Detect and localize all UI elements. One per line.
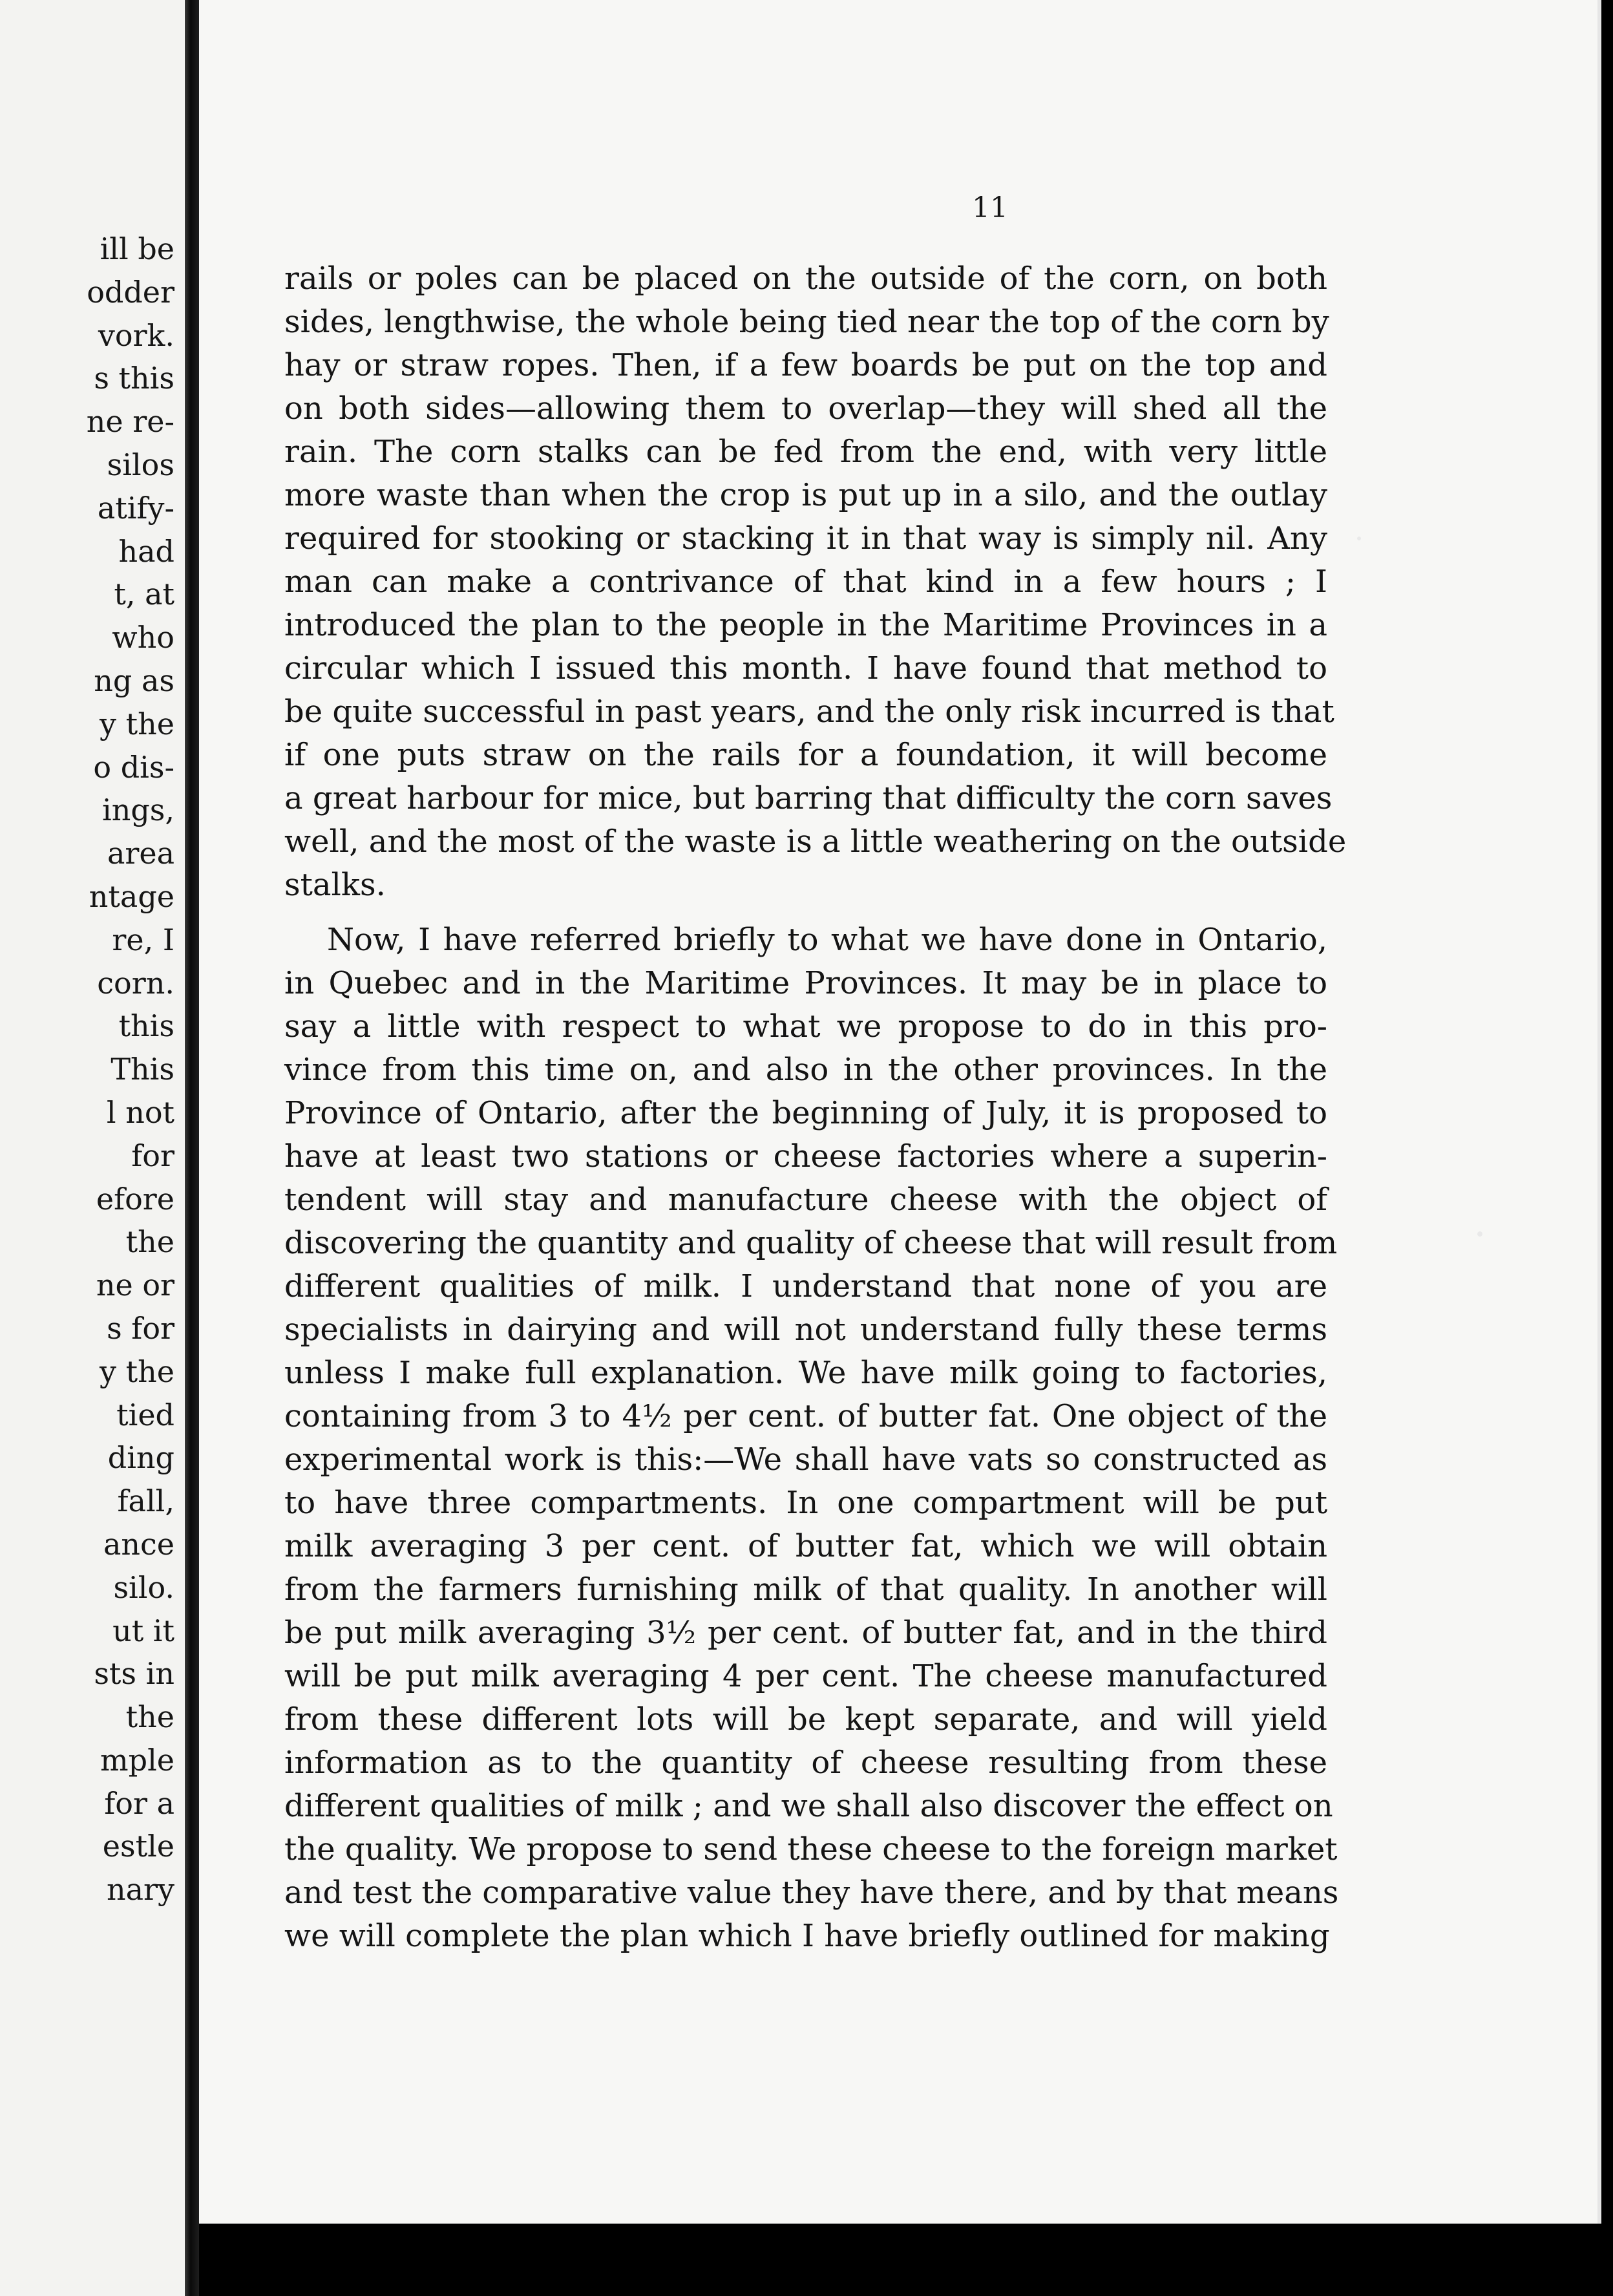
left-page-fragment: t, at [114, 577, 174, 612]
text-line: from these different lots will be kept separate, and will yield [284, 1701, 1327, 1738]
left-page-fragment: ntage [89, 878, 174, 914]
text-line: specialists in dairying and will not understand fully these terms [284, 1312, 1327, 1348]
left-page-fragment: the [125, 1224, 174, 1260]
left-page-fragment: ut it [112, 1613, 174, 1648]
left-page-fragment: y the [100, 706, 174, 741]
text-line: be put milk averaging 3½ per cent. of butter fat, and in the third [284, 1615, 1327, 1651]
text-line: sides, lengthwise, the whole being tied near the top of the corn by [284, 304, 1329, 340]
text-line: will be put milk averaging 4 per cent. The cheese manufactured [284, 1658, 1327, 1694]
left-page-fragment: this [118, 1008, 174, 1044]
left-page-fragment: atify- [97, 490, 174, 526]
left-page-fragment: ill be [100, 231, 174, 266]
left-page-fragment: l not [106, 1094, 174, 1130]
text-line: circular which I issued this month. I have found that method to [284, 650, 1327, 686]
left-page-fragment: ings, [101, 792, 174, 828]
left-page-fragment: who [112, 620, 174, 655]
left-page-fragment: tied [116, 1397, 174, 1432]
left-page-fragment: ne re- [86, 404, 174, 440]
left-page-fragment: ance [103, 1526, 174, 1562]
text-line: if one puts straw on the rails for a foundation, it will become [284, 737, 1327, 773]
page-number: 11 [972, 191, 1008, 224]
text-line: discovering the quantity and quality of cheese that will result from [284, 1225, 1338, 1261]
paragraph-2 [284, 919, 1339, 1958]
left-page-text-fragments [87, 228, 174, 1911]
text-line: Now, I have referred briefly to what we have done in Ontario, [327, 922, 1327, 958]
text-line: information as to the quantity of cheese resulting from these [284, 1745, 1327, 1781]
text-line: unless I make full explanation. We have milk going to factories, [284, 1355, 1327, 1391]
left-page-fragment: s for [107, 1310, 174, 1346]
text-line: to have three compartments. In one compartment will be put [284, 1485, 1327, 1521]
text-line: a great harbour for mice, but barring that difficulty the corn saves [284, 780, 1333, 816]
text-line: have at least two stations or cheese factories where a superin- [284, 1138, 1327, 1175]
left-page-fragment: area [107, 836, 174, 871]
left-page-fragment: estle [102, 1829, 174, 1864]
left-page-fragment: vork. [98, 317, 174, 353]
text-line: different qualities of milk ; and we shall also discover the effect on [284, 1788, 1333, 1824]
left-page-fragment: the [125, 1699, 174, 1735]
left-page-fragment: ne or [96, 1268, 174, 1303]
left-page-fragment: sts in [94, 1656, 174, 1692]
left-page-fragment: silo. [113, 1569, 174, 1605]
text-line: introduced the plan to the people in the Maritime Provinces in a [284, 607, 1327, 643]
text-line: in Quebec and in the Maritime Provinces. It may be in place to [284, 965, 1327, 1001]
left-page-fragment: ding [107, 1440, 174, 1476]
left-page-fragment: fall, [117, 1483, 174, 1519]
text-line: more waste than when the crop is put up in a silo, and the outlay [284, 477, 1327, 513]
left-page-fragment: mple [100, 1742, 174, 1778]
text-line: on both sides—allowing them to overlap—they will shed all the [284, 390, 1327, 427]
left-page-fragment: for [131, 1138, 174, 1173]
text-line: the quality. We propose to send these cheese to the foreign market [284, 1831, 1338, 1867]
text-line: well, and the most of the waste is a little weathering on the outside [284, 824, 1347, 860]
left-page-fragment: ng as [94, 663, 174, 698]
text-line: milk averaging 3 per cent. of butter fat, which we will obtain [284, 1528, 1327, 1564]
text-line: be quite successful in past years, and the only risk incurred is that [284, 694, 1334, 730]
text-line: stalks. [284, 867, 386, 903]
left-page-fragment: nary [106, 1872, 174, 1908]
text-line: say a little with respect to what we propose to do in this pro- [284, 1008, 1327, 1045]
text-line: from the farmers furnishing milk of that quality. In another will [284, 1571, 1327, 1608]
left-page-fragment: odder [87, 274, 174, 310]
left-page-fragment: corn. [97, 965, 174, 1001]
left-page-fragment: s this [94, 361, 174, 396]
left-page-fragment: o dis- [93, 749, 174, 785]
page-speck [1357, 537, 1361, 540]
left-page-fragment: efore [96, 1181, 174, 1217]
paragraph-1 [284, 257, 1347, 907]
left-page-fragment: silos [107, 447, 174, 482]
left-page-fragment: y the [100, 1354, 174, 1389]
text-line: different qualities of milk. I understand that none of you are [284, 1268, 1327, 1304]
text-line: hay or straw ropes. Then, if a few boards be put on the top and [284, 347, 1327, 383]
text-line: rain. The corn stalks can be fed from the end, with very little [284, 434, 1327, 470]
text-line: required for stooking or stacking it in that way is simply nil. Any [284, 520, 1327, 557]
left-page-fragment: This [111, 1052, 174, 1087]
text-line: containing from 3 to 4½ per cent. of butter fat. One object of the [284, 1398, 1327, 1434]
text-line: and test the comparative value they have there, and by that means [284, 1875, 1339, 1911]
text-line: vince from this time on, and also in the other provinces. In the [284, 1052, 1327, 1088]
book-gutter [185, 0, 199, 2296]
left-page-fragment: re, I [112, 922, 174, 957]
text-line: we will complete the plan which I have briefly outlined for making [284, 1918, 1330, 1954]
text-line: Province of Ontario, after the beginning of July, it is proposed to [284, 1095, 1327, 1131]
left-facing-page [0, 0, 185, 2296]
text-line: tendent will stay and manufacture cheese with the object of [284, 1182, 1327, 1218]
text-line: man can make a contrivance of that kind in a few hours ; I [284, 564, 1327, 600]
page-speck [1477, 1231, 1482, 1237]
text-line: rails or poles can be placed on the outside of the corn, on both [284, 260, 1327, 297]
left-page-fragment: had [118, 533, 174, 569]
text-line: experimental work is this:—We shall have vats so constructed as [284, 1441, 1327, 1478]
left-page-fragment: for a [104, 1785, 174, 1821]
